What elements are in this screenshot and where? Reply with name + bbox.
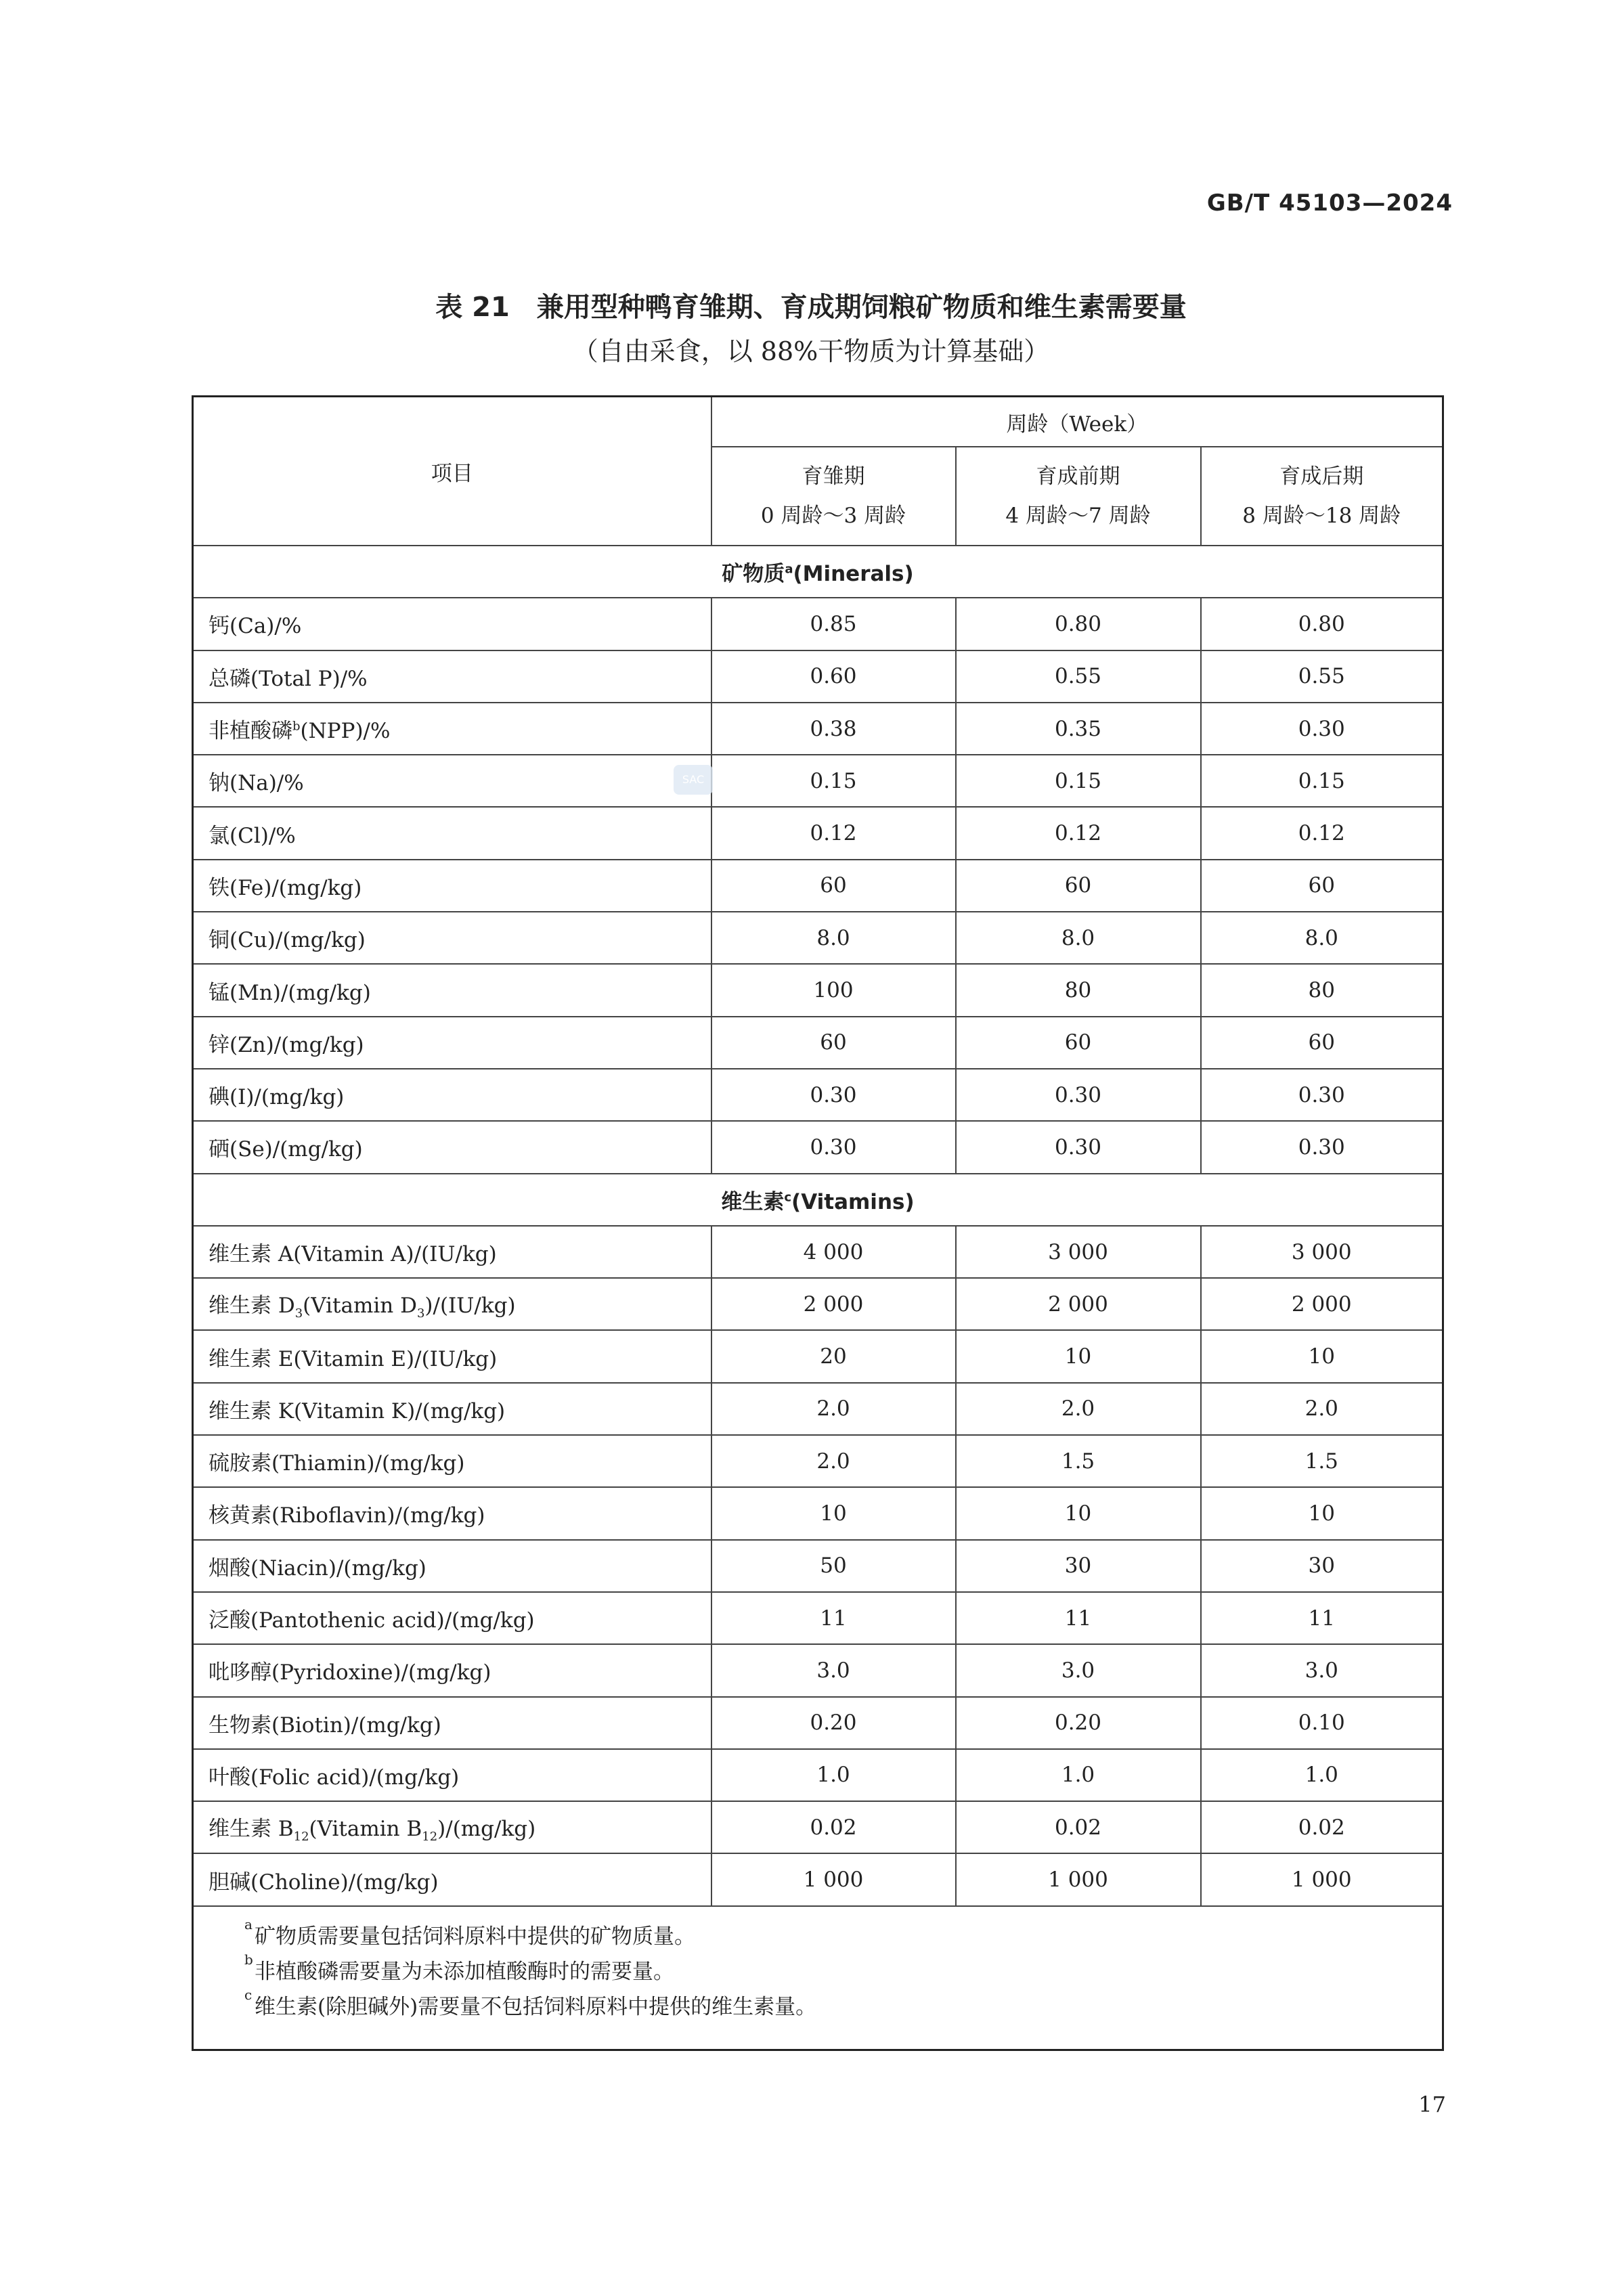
table-row <box>193 1435 1443 1487</box>
item-label: 维生素 E(Vitamin E)/(IU/kg) <box>209 1346 498 1371</box>
section-title <box>193 1174 1443 1226</box>
item-label: 维生素 A(Vitamin A)/(IU/kg) <box>209 1242 497 1266</box>
value-cell: 30 <box>1201 1540 1443 1592</box>
item-cell <box>193 1069 711 1121</box>
footnote-mark: a <box>244 1916 253 1933</box>
item-label: 烟酸(Niacin)/(mg/kg) <box>209 1555 426 1581</box>
item-cell <box>193 755 711 807</box>
value-cell: 0.55 <box>956 650 1201 703</box>
table-row <box>193 1487 1443 1539</box>
section-row <box>193 546 1443 598</box>
item-cell <box>193 860 711 912</box>
value-cell: 0.20 <box>956 1697 1201 1749</box>
item-cell <box>193 1801 711 1853</box>
value-cell: 0.15 <box>711 755 956 807</box>
value-cell: 11 <box>956 1592 1201 1644</box>
value-cell: 1.0 <box>711 1749 956 1801</box>
table-row <box>193 1592 1443 1644</box>
item-label: 钙(Ca)/% <box>209 614 302 639</box>
value-cell: 60 <box>711 860 956 912</box>
table-row <box>193 703 1443 755</box>
item-cell <box>193 912 711 964</box>
item-label: 核黄素(Riboflavin)/(mg/kg) <box>209 1503 485 1528</box>
table-row <box>193 1749 1443 1801</box>
value-cell: 2 000 <box>1201 1278 1443 1330</box>
item-cell <box>193 1278 711 1330</box>
item-label: 维生素 D <box>209 1293 295 1318</box>
header-period <box>711 447 956 546</box>
item-label-tail: )/(mg/kg) <box>437 1816 536 1841</box>
item-label: 氯(Cl)/% <box>209 823 296 848</box>
value-cell: 1 000 <box>1201 1853 1443 1905</box>
value-cell: 0.80 <box>1201 598 1443 650</box>
value-cell: 0.55 <box>1201 650 1443 703</box>
value-cell: 0.15 <box>956 755 1201 807</box>
value-cell: 60 <box>1201 1017 1443 1069</box>
value-cell: 10 <box>1201 1487 1443 1539</box>
section-title <box>193 546 1443 598</box>
item-cell <box>193 1853 711 1905</box>
item-label: 胆碱(Choline)/(mg/kg) <box>209 1870 439 1895</box>
value-cell: 2 000 <box>956 1278 1201 1330</box>
header-week: 周龄（Week） <box>711 397 1443 447</box>
item-label: 锰(Mn)/(mg/kg) <box>209 980 371 1005</box>
table-row <box>193 1069 1443 1121</box>
table-row <box>193 755 1443 807</box>
footnote-mark: a <box>785 562 793 577</box>
value-cell: 10 <box>956 1330 1201 1382</box>
section-row <box>193 1174 1443 1226</box>
table-row <box>193 860 1443 912</box>
table-subtitle: （自由采食，以 88%干物质为计算基础） <box>572 336 1050 366</box>
value-cell: 3 000 <box>956 1226 1201 1278</box>
value-cell: 2.0 <box>956 1383 1201 1435</box>
value-cell: 1 000 <box>711 1853 956 1905</box>
value-cell: 11 <box>711 1592 956 1644</box>
table-row <box>193 598 1443 650</box>
value-cell: 1.0 <box>1201 1749 1443 1801</box>
value-cell: 60 <box>956 860 1201 912</box>
item-label-mid: (Vitamin B <box>309 1816 422 1841</box>
table-row <box>193 964 1443 1016</box>
value-cell: 0.02 <box>1201 1801 1443 1853</box>
subscript: 12 <box>422 1829 438 1844</box>
value-cell: 8.0 <box>956 912 1201 964</box>
item-cell <box>193 1226 711 1278</box>
notes-row <box>193 1906 1443 2050</box>
value-cell: 0.30 <box>956 1069 1201 1121</box>
item-cell <box>193 1749 711 1801</box>
section-title-en: (Vitamins) <box>791 1189 915 1214</box>
value-cell: 0.12 <box>956 807 1201 859</box>
value-cell: 30 <box>956 1540 1201 1592</box>
value-cell: 0.30 <box>1201 1121 1443 1173</box>
header-period <box>956 447 1201 546</box>
period-range: 4 周龄～7 周龄 <box>1005 504 1151 528</box>
item-label: 维生素 K(Vitamin K)/(mg/kg) <box>209 1398 506 1423</box>
table-row <box>193 1278 1443 1330</box>
value-cell: 0.85 <box>711 598 956 650</box>
value-cell: 0.38 <box>711 703 956 755</box>
item-label: 钠(Na)/% <box>209 771 304 796</box>
item-label: 叶酸(Folic acid)/(mg/kg) <box>209 1765 460 1790</box>
footnote-mark: b <box>244 1951 253 1968</box>
table-row <box>193 1330 1443 1382</box>
standard-number: GB/T 45103—2024 <box>1206 190 1453 217</box>
table-row <box>193 807 1443 859</box>
footnote <box>244 1916 1442 1954</box>
item-label-tail: (NPP)/% <box>300 719 391 744</box>
item-cell <box>193 1592 711 1644</box>
item-label: 维生素 B <box>209 1816 294 1841</box>
value-cell: 0.30 <box>711 1069 956 1121</box>
value-cell: 3.0 <box>1201 1644 1443 1696</box>
value-cell: 2.0 <box>711 1435 956 1487</box>
notes-cell <box>193 1906 1443 2050</box>
period-name: 育雏期 <box>802 464 865 489</box>
subscript: 3 <box>294 1306 303 1321</box>
item-label: 吡哆醇(Pyridoxine)/(mg/kg) <box>209 1660 491 1685</box>
value-cell: 100 <box>711 964 956 1016</box>
value-cell: 0.02 <box>956 1801 1201 1853</box>
table-row <box>193 1226 1443 1278</box>
value-cell: 50 <box>711 1540 956 1592</box>
item-label-mid: (Vitamin D <box>303 1293 417 1318</box>
requirements-table <box>192 395 1444 2051</box>
value-cell: 80 <box>1201 964 1443 1016</box>
table-row <box>193 1801 1443 1853</box>
value-cell: 0.12 <box>711 807 956 859</box>
footnote <box>244 1986 1442 2025</box>
item-cell <box>193 1540 711 1592</box>
item-label-tail: )/(IU/kg) <box>424 1293 516 1318</box>
footnote-mark: b <box>292 719 301 734</box>
value-cell: 1 000 <box>956 1853 1201 1905</box>
section-title-en: (Minerals) <box>793 562 914 587</box>
section-title-cn: 维生素 <box>721 1189 785 1214</box>
footnote-text: 矿物质需要量包括饲料原料中提供的矿物质量。 <box>255 1924 695 1949</box>
value-cell: 60 <box>1201 860 1443 912</box>
item-cell <box>193 1697 711 1749</box>
item-label: 硒(Se)/(mg/kg) <box>209 1137 363 1162</box>
item-cell <box>193 598 711 650</box>
value-cell: 0.80 <box>956 598 1201 650</box>
value-cell: 11 <box>1201 1592 1443 1644</box>
value-cell: 3 000 <box>1201 1226 1443 1278</box>
footnote-mark: c <box>244 1986 253 2003</box>
table-row <box>193 1697 1443 1749</box>
table-row <box>193 1540 1443 1592</box>
section-title-cn: 矿物质 <box>722 562 785 587</box>
value-cell: 0.15 <box>1201 755 1443 807</box>
item-label: 硫胺素(Thiamin)/(mg/kg) <box>209 1451 465 1476</box>
item-label: 生物素(Biotin)/(mg/kg) <box>209 1713 441 1738</box>
table-row <box>193 912 1443 964</box>
item-label: 非植酸磷 <box>209 719 292 744</box>
table-row <box>193 650 1443 703</box>
table-row <box>193 1853 1443 1905</box>
value-cell: 0.10 <box>1201 1697 1443 1749</box>
item-cell <box>193 703 711 755</box>
period-name: 育成前期 <box>1036 464 1120 489</box>
value-cell: 2.0 <box>711 1383 956 1435</box>
period-range: 8 周龄～18 周龄 <box>1242 504 1401 528</box>
period-name: 育成后期 <box>1279 464 1364 489</box>
item-cell <box>193 1383 711 1435</box>
table-row <box>193 1644 1443 1696</box>
value-cell: 0.30 <box>1201 703 1443 755</box>
value-cell: 80 <box>956 964 1201 1016</box>
table-row <box>193 1383 1443 1435</box>
value-cell: 20 <box>711 1330 956 1382</box>
value-cell: 2 000 <box>711 1278 956 1330</box>
value-cell: 0.30 <box>956 1121 1201 1173</box>
subscript: 12 <box>293 1829 309 1844</box>
value-cell: 1.5 <box>1201 1435 1443 1487</box>
item-label: 铁(Fe)/(mg/kg) <box>209 875 362 900</box>
value-cell: 0.60 <box>711 650 956 703</box>
header-period <box>1201 447 1443 546</box>
table-title: 表 21 兼用型种鸭育雏期、育成期饲粮矿物质和维生素需要量 <box>435 292 1187 323</box>
item-cell <box>193 1644 711 1696</box>
value-cell: 3.0 <box>711 1644 956 1696</box>
item-cell <box>193 964 711 1016</box>
footnote <box>244 1951 1442 1989</box>
value-cell: 8.0 <box>1201 912 1443 964</box>
value-cell: 0.12 <box>1201 807 1443 859</box>
item-cell <box>193 1487 711 1539</box>
value-cell: 3.0 <box>956 1644 1201 1696</box>
item-cell <box>193 807 711 859</box>
table-row <box>193 1017 1443 1069</box>
value-cell: 10 <box>956 1487 1201 1539</box>
footnote-mark: c <box>784 1190 792 1205</box>
value-cell: 0.20 <box>711 1697 956 1749</box>
value-cell: 0.35 <box>956 703 1201 755</box>
item-label: 碘(I)/(mg/kg) <box>209 1085 345 1110</box>
period-range: 0 周龄～3 周龄 <box>760 504 906 528</box>
value-cell: 0.30 <box>711 1121 956 1173</box>
item-cell <box>193 650 711 703</box>
item-cell <box>193 1121 711 1173</box>
item-label: 铜(Cu)/(mg/kg) <box>209 928 366 953</box>
value-cell: 1.0 <box>956 1749 1201 1801</box>
value-cell: 2.0 <box>1201 1383 1443 1435</box>
value-cell: 8.0 <box>711 912 956 964</box>
value-cell: 4 000 <box>711 1226 956 1278</box>
page-number: 17 <box>1418 2092 1446 2117</box>
value-cell: 10 <box>711 1487 956 1539</box>
item-cell <box>193 1330 711 1382</box>
item-cell <box>193 1017 711 1069</box>
subscript: 3 <box>416 1306 425 1321</box>
watermark-logo: SAC <box>674 765 713 795</box>
item-label: 锌(Zn)/(mg/kg) <box>209 1032 364 1057</box>
value-cell: 60 <box>956 1017 1201 1069</box>
value-cell: 0.30 <box>1201 1069 1443 1121</box>
value-cell: 60 <box>711 1017 956 1069</box>
item-cell <box>193 1435 711 1487</box>
table-row <box>193 1121 1443 1173</box>
header-item: 项目 <box>193 397 711 546</box>
value-cell: 10 <box>1201 1330 1443 1382</box>
footnote-text: 非植酸磷需要量为未添加植酸酶时的需要量。 <box>255 1959 674 1984</box>
footnote-text: 维生素(除胆碱外)需要量不包括饲料原料中提供的维生素量。 <box>255 1994 817 2019</box>
item-label: 总磷(Total P)/% <box>209 666 368 691</box>
value-cell: 0.02 <box>711 1801 956 1853</box>
item-label: 泛酸(Pantothenic acid)/(mg/kg) <box>209 1608 535 1633</box>
value-cell: 1.5 <box>956 1435 1201 1487</box>
